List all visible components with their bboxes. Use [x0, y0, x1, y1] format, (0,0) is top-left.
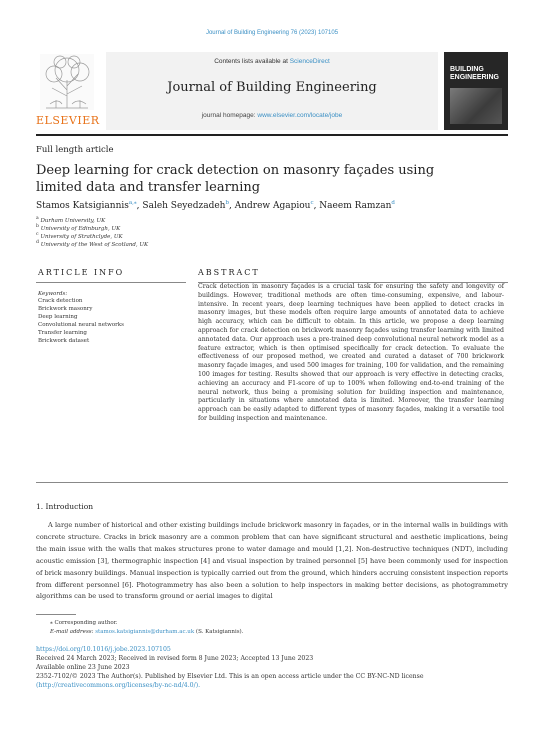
email-link[interactable]: stamos.katsigiannis@durham.ac.uk	[95, 629, 195, 635]
journal-header	[36, 52, 508, 130]
elsevier-wordmark: ELSEVIER	[36, 114, 100, 127]
introduction-text: A large number of historical and other existing buildings include brickwork masonry in façades, or in the internal walls in buildings with concrete structure. Cracks in brick masonry are a common problem that can have significant structural and aesthetic implications, being the main issue with the walls that makes structures prone to water damage and mould [1,2]. Non-destructive techniques (NDT), including acoustic emission [3], thermographic inspection [4] and visual inspection by trained personnel [5] have been commonly used for inspection of brick masonry buildings. Manual inspection is typically carried out from the ground, which hinders accruing consistent inspection reports from different personnel [6]. Photogrammetry has also been a solution to help inspectors in making better decisions, as photogrammetry algorithms can be used to transform ground or aerial images to digital	[36, 521, 508, 601]
affiliation: $^d$ University of the West of Scotland, UK	[36, 240, 149, 248]
author[interactable]: Saleh Seyedzadeh$^b$	[142, 200, 229, 211]
homepage-line: journal homepage: www.elsevier.com/locate/jobe	[201, 112, 343, 119]
received-dates: Received 24 March 2023; Received in revised form 8 June 2023; Accepted 13 June 2023	[36, 655, 314, 662]
license-link[interactable]: (http://creativecommons.org/licenses/by-nc-nd/4.0/).	[36, 682, 201, 689]
keyword-item: Brickwork dataset	[38, 338, 90, 344]
email-note: E-mail address: stamos.katsigiannis@durham.ac.uk (S. Katsigiannis).	[50, 629, 244, 635]
affiliation: $^a$ Durham University, UK	[36, 216, 106, 224]
abstract-heading: ABSTRACT	[198, 268, 260, 277]
abstract-text: Crack detection in masonry façades is a crucial task for ensuring the safety and longevity of buildings. However, traditional methods are often time-consuming, expensive, and labour-intensive. In recent years, deep learning techniques have been applied to detect cracks in masonry images, but these models often require large amounts of annotated data to achieve high accuracy, which can be difficult to obtain. In this article, we propose a deep learning approach for crack detection on brickwork masonry façades using transfer learning with limited annotated data. Our approach uses a pre-trained deep convolutional neural network model as a feature extractor, which is then optimised specifically for crack detection. To evaluate the effectiveness of our proposed method, we created and curated a dataset of 700 brickwork masonry façade images, and used 500 images for training, 100 for validation, and the remaining 100 images for testing. Results showed that our approach is very effective in detecting cracks, achieving an accuracy and F1-score of up to 100% when following end-to-end training of the neural network, thus being a promising solution for building inspection and maintenance, particularly in situations where annotated data is limited. Moreover, the transfer learning approach can be easily adapted to different types of masonry façades, making it a versatile tool for building inspection and maintenance.	[198, 283, 504, 422]
affiliation: $^c$ University of Strathclyde, UK	[36, 232, 123, 240]
sciencedirect-link[interactable]: ScienceDirect	[289, 58, 330, 65]
doi-link[interactable]: https://doi.org/10.1016/j.jobe.2023.107105	[36, 646, 171, 653]
keyword-item: Convolutional neural networks	[38, 322, 124, 328]
article-info-rule	[36, 282, 186, 283]
footnote-rule	[36, 614, 76, 615]
journal-cover-thumbnail[interactable]	[444, 52, 508, 130]
cover-title: BUILDING ENGINEERING	[450, 66, 500, 81]
keyword-item: Deep learning	[38, 314, 78, 320]
keywords-label: Keywords:	[38, 291, 68, 297]
license-statement: 2352-7102/© 2023 The Author(s). Published by Elsevier Ltd. This is an open access article under the CC BY-NC-ND license	[36, 673, 424, 680]
available-online: Available online 23 June 2023	[36, 664, 130, 671]
affiliation: $^b$ University of Edinburgh, UK	[36, 224, 121, 232]
keyword-item: Crack detection	[38, 298, 83, 304]
cover-image	[450, 88, 502, 124]
author[interactable]: Naeem Ramzan$^d$	[319, 200, 395, 211]
corresponding-author-note: ⁎ Corresponding author.	[50, 620, 118, 626]
keyword-item: Brickwork masonry	[38, 306, 93, 312]
journal-reference[interactable]: Journal of Building Engineering 76 (2023) 107105	[205, 30, 339, 36]
article-info-heading: ARTICLE INFO	[38, 268, 125, 277]
masthead	[106, 52, 438, 130]
article-title: Deep learning for crack detection on masonry façades using limited data and transfer learning	[36, 163, 435, 195]
contents-line: Contents lists available at ScienceDirect	[214, 58, 330, 65]
elsevier-tree-icon	[40, 54, 94, 110]
journal-title: Journal of Building Engineering	[167, 80, 377, 95]
header-rule	[36, 134, 508, 136]
elsevier-logo	[36, 52, 98, 130]
homepage-link[interactable]: www.elsevier.com/locate/jobe	[257, 112, 343, 119]
article-type: Full length article	[36, 145, 114, 155]
front-matter-rule	[36, 482, 508, 483]
author[interactable]: Andrew Agapiou$^c$	[234, 200, 314, 211]
keyword-item: Transfer learning	[38, 330, 87, 336]
author[interactable]: Stamos Katsigiannis$^{a,⁎}$	[36, 200, 137, 211]
author-list: Stamos Katsigiannis$^{a,⁎}$, Saleh Seyedzadeh$^b$, Andrew Agapiou$^c$, Naeem Ramzan$^d$	[36, 200, 395, 211]
section-heading-introduction: 1. Introduction	[36, 502, 94, 511]
